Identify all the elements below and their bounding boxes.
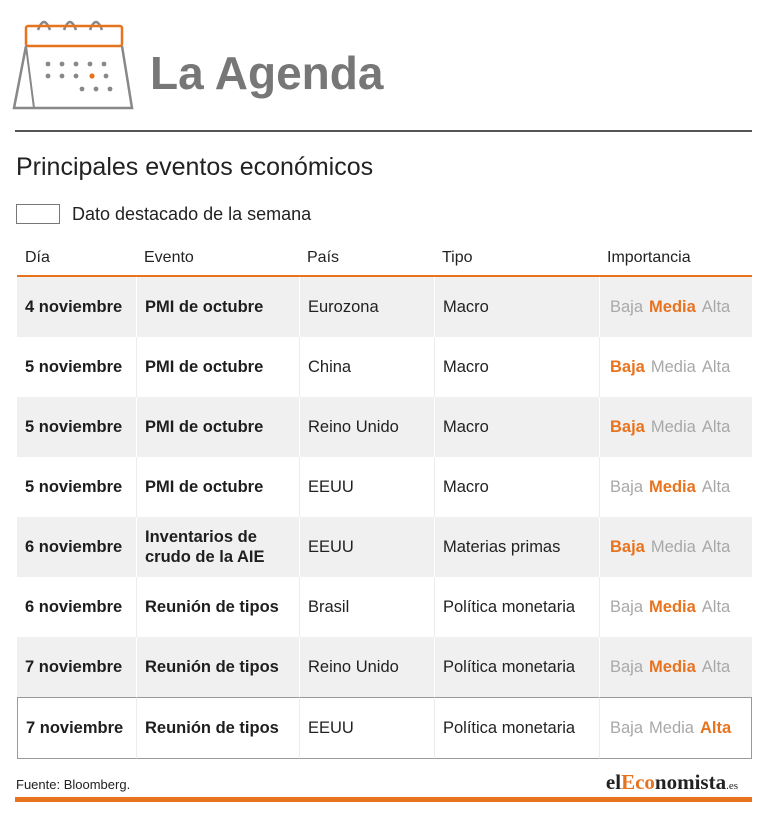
cell-importance (599, 637, 752, 697)
brand-prefix: el (605, 770, 622, 794)
calendar-icon (12, 14, 136, 112)
importance-media: Media (649, 658, 696, 676)
cell-event: Reunión de tipos (136, 637, 299, 697)
cell-event: PMI de octubre (136, 457, 299, 517)
cell-country: Brasil (299, 577, 434, 637)
cell-day: 6 noviembre (25, 598, 123, 616)
column-header-importance: Importancia (599, 240, 752, 277)
cell-type: Macro (434, 457, 599, 517)
cell-day: 5 noviembre (25, 358, 123, 376)
cell-event: Reunión de tipos (136, 697, 299, 759)
cell-importance (599, 697, 752, 759)
table-row (17, 277, 752, 337)
cell-importance (599, 337, 752, 397)
cell-event: PMI de octubre (136, 337, 299, 397)
cell-day: 7 noviembre (17, 697, 136, 759)
cell-country: Reino Unido (299, 397, 434, 457)
cell-country: Reino Unido (299, 637, 434, 697)
table-row (17, 397, 752, 457)
importance-media: Media (650, 418, 696, 436)
importance-baja: Baja (610, 478, 644, 496)
cell-event: Reunión de tipos (136, 577, 299, 637)
cell-type: Materias primas (434, 517, 599, 577)
source-note: Fuente: Bloomberg. (16, 777, 131, 792)
cell-country: Eurozona (299, 277, 434, 337)
importance-media: Media (649, 298, 696, 316)
cell-country: China (299, 337, 434, 397)
cell-day: 6 noviembre (17, 517, 136, 577)
footer-bar (15, 797, 752, 802)
table-row (17, 517, 752, 577)
cell-event: PMI de octubre (136, 397, 299, 457)
brand-tld: .es (726, 780, 738, 792)
section-subtitle: Principales eventos económicos (16, 153, 374, 181)
table-row (17, 337, 752, 397)
header-divider (15, 130, 752, 132)
importance-alta: Alta (701, 358, 731, 376)
cell-day: 4 noviembre (17, 277, 136, 337)
importance-media: Media (649, 478, 696, 496)
cell-importance (599, 517, 752, 577)
importance-media: Media (649, 719, 694, 737)
importance-alta: Alta (701, 298, 731, 316)
brand-suffix: nomista (654, 770, 727, 794)
importance-alta: Alta (701, 538, 731, 556)
table-row (17, 577, 752, 637)
importance-media: Media (650, 538, 696, 556)
cell-type: Política monetaria (434, 637, 599, 697)
cell-type: Política monetaria (434, 697, 599, 759)
table-row (17, 637, 752, 697)
importance-alta: Alta (699, 719, 732, 737)
importance-baja: Baja (610, 418, 645, 436)
importance-alta: Alta (701, 418, 731, 436)
legend (16, 202, 311, 226)
table-row (17, 697, 752, 759)
column-header-type: Tipo (434, 240, 599, 277)
brand-accent: Eco (621, 770, 655, 794)
column-header-event: Evento (136, 240, 299, 277)
cell-type: Política monetaria (434, 577, 599, 637)
legend-swatch (16, 204, 60, 224)
importance-baja: Baja (610, 298, 644, 316)
importance-baja: Baja (610, 658, 644, 676)
column-header-country: País (299, 240, 434, 277)
events-table (17, 240, 752, 759)
cell-day: 5 noviembre (17, 397, 136, 457)
cell-day: 5 noviembre (25, 478, 123, 496)
importance-media: Media (650, 358, 696, 376)
cell-importance (599, 397, 752, 457)
column-header-day: Día (17, 240, 136, 277)
brand-logo (606, 770, 738, 795)
cell-importance (599, 277, 752, 337)
importance-alta: Alta (701, 598, 731, 616)
cell-type: Macro (434, 277, 599, 337)
importance-baja: Baja (610, 358, 645, 376)
cell-type: Macro (434, 397, 599, 457)
cell-country: EEUU (299, 517, 434, 577)
cell-importance (599, 577, 752, 637)
cell-country: EEUU (299, 697, 434, 759)
cell-country: EEUU (299, 457, 434, 517)
importance-alta: Alta (701, 478, 731, 496)
page-title: La Agenda (150, 47, 384, 99)
importance-baja: Baja (610, 538, 645, 556)
importance-alta: Alta (701, 658, 731, 676)
cell-importance (599, 457, 752, 517)
table-header-row (17, 240, 752, 277)
importance-media: Media (649, 598, 696, 616)
cell-event: PMI de octubre (136, 277, 299, 337)
table-row (17, 457, 752, 517)
cell-type: Macro (434, 337, 599, 397)
events-table-body (17, 277, 752, 759)
cell-event: Inventarios de crudo de la AIE (136, 517, 299, 577)
importance-baja: Baja (610, 719, 644, 737)
header (0, 0, 770, 132)
legend-label: Dato destacado de la semana (72, 203, 312, 224)
importance-baja: Baja (610, 598, 644, 616)
cell-day: 7 noviembre (17, 637, 136, 697)
